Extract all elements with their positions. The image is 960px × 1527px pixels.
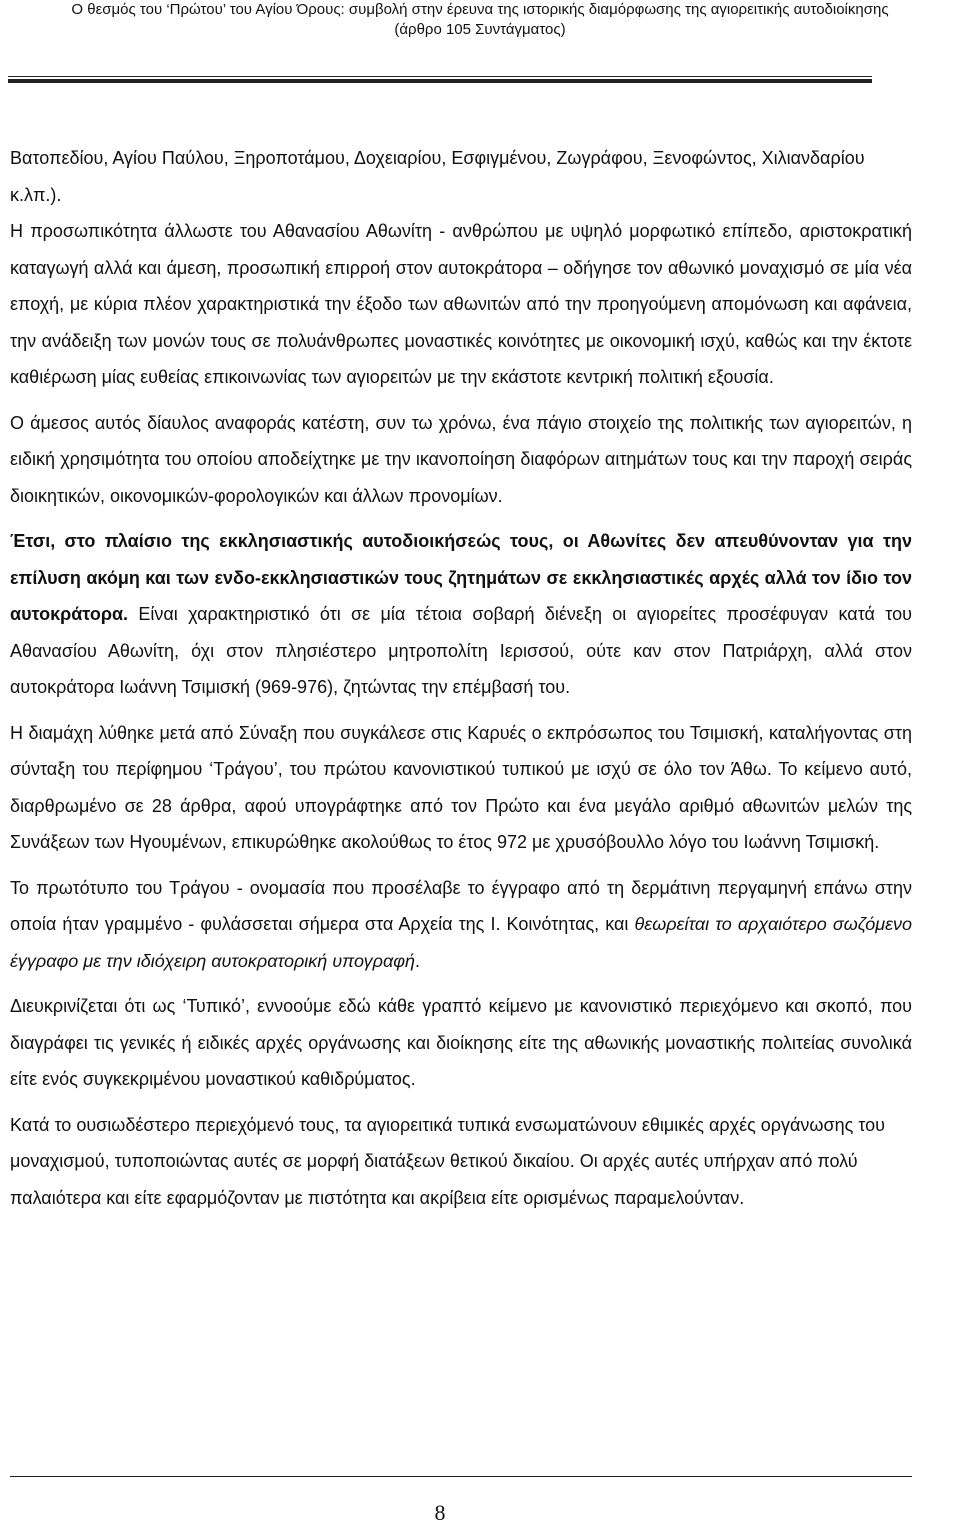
footer-rule [10, 1476, 912, 1477]
paragraph-1: Βατοπεδίου, Αγίου Παύλου, Ξηροποτάμου, Δοχειαρίου, Εσφιγμένου, Ζωγράφου, Ξενοφώντος, Χιλιανδαρίου κ.λπ.). [10, 148, 865, 205]
paragraph-5: Η διαμάχη λύθηκε μετά από Σύναξη που συγκάλεσε στις Καρυές ο εκπρόσωπος του Τσιμισκή, καταλήγοντας στη σύνταξη του περίφημου ‘Τράγου’, του πρώτου κανονιστικού τυπικού με ισχύ σε όλο τον Άθω. Το κείμενο αυτό, διαρθρωμένο σε 28 άρθρα, αφού υπογράφτηκε από τον Πρώτο και ένα μεγάλο αριθμό αθωνιτών μελών της Συνάξεων των Ηγουμένων, επικυρώθηκε ακολούθως το έτος 972 με χρυσόβουλλο λόγο του Ιωάννη Τσιμισκή. [10, 722, 912, 852]
running-header [0, 0, 960, 40]
paragraph-6 [10, 870, 912, 980]
paragraph-6-end: . [414, 950, 420, 971]
paragraph-4 [10, 523, 912, 706]
header-subtitle: (άρθρο 105 Συντάγματος) [394, 21, 566, 38]
header-rule [8, 76, 872, 83]
paragraph-3: Ο άμεσος αυτός δίαυλος αναφοράς κατέστη, συν τω χρόνω, ένα πάγιο στοιχείο της πολιτικής των αγιορειτών, η ειδική χρησιμότητα του οποίου αποδείχτηκε με την ικανοποίηση διαφόρων αιτημάτων τους και την παροχή σειράς διοικητικών, οικονομικών-φορολογικών και άλλων προνομίων. [10, 412, 912, 506]
paragraph-6-regular: Το πρωτότυπο του Τράγου - ονομασία που προσέλαβε το έγγραφο από τη δερμάτινη περγαμηνή επάνω στην οποία ήταν γραμμένο - φυλάσσεται σήμερα στα Αρχεία της Ι. Κοινότητας, και [10, 877, 912, 934]
paragraph-4-rest: Είναι χαρακτηριστικό ότι σε μία τέτοια σοβαρή διένεξη οι αγιορείτες προσέφυγαν κατά του Αθανασίου Αθωνίτη, όχι στον πλησιέστερο μητροπολίτη Ιερισσού, ούτε καν στον Πατριάρχη, αλλά στον αυτοκράτορα Ιωάννη Τσιμισκή (969-976), ζητώντας την επέμβασή του. [10, 604, 912, 697]
paragraph-6-italic: θεωρείται το αρχαιότερο σωζόμενο έγγραφο με την ιδιόχειρη αυτοκρατορική υπογραφή [10, 914, 912, 971]
paragraph-8: Κατά το ουσιωδέστερο περιεχόμενό τους, τα αγιορειτικά τυπικά ενσωματώνουν εθιμικές αρχές οργάνωσης του μοναχισμού, τυποποιώντας αυτές σε μορφή διατάξεων θετικού δικαίου. Οι αρχές αυτές υπήρχαν από πολύ παλαιότερα και είτε εφαρμόζονταν με πιστότητα και ακρίβεια είτε ορισμένως παραμελούνταν. [10, 1114, 885, 1208]
header-title: Ο θεσμός του ‘Πρώτου’ του Αγίου Όρους: συμβολή στην έρευνα της ιστορικής διαμόρφωσης της αγιορειτικής αυτοδιοίκησης [71, 1, 889, 18]
page-body [10, 140, 912, 1225]
paragraph-4-bold: Έτσι, στο πλαίσιο της εκκλησιαστικής αυτοδιοικήσεώς τους, οι Αθωνίτες δεν απευθύνονταν για την επίλυση ακόμη και των ενδο-εκκλησιαστικών τους ζητημάτων σε εκκλησιαστικές αρχές αλλά τον ίδιο τον αυτοκράτορα. [10, 531, 912, 624]
paragraph-7: Διευκρινίζεται ότι ως ‘Τυπικό’, εννοούμε εδώ κάθε γραπτό κείμενο με κανονιστικό περιεχόμενο και σκοπό, που διαγράφει τις γενικές ή ειδικές αρχές οργάνωσης και διοίκησης είτε της αθωνικής μοναστικής πολιτείας συνολικά είτε ενός συγκεκριμένου μοναστικού καθιδρύματος. [10, 996, 912, 1089]
page-number: 8 [434, 1500, 446, 1525]
paragraph-2: Η προσωπικότητα άλλωστε του Αθανασίου Αθωνίτη - ανθρώπου με υψηλό μορφωτικό επίπεδο, αριστοκρατική καταγωγή αλλά και άμεση, προσωπική επιρροή στον αυτοκράτορα – οδήγησε τον αθωνικό μοναχισμό σε μία νέα εποχή, με κύρια πλέον χαρακτηριστικά την έξοδο των αθωνιτών από την προηγούμενη απομόνωση και αφάνεια, την ανάδειξη των μονών τους σε πολυάνθρωπες μοναστικές κοινότητες με οικονομική ισχύ, καθώς και την έκτοτε καθιέρωση μίας ευθείας επικοινωνίας των αγιορειτών με την εκάστοτε κεντρική πολιτική εξουσία. [10, 221, 912, 387]
